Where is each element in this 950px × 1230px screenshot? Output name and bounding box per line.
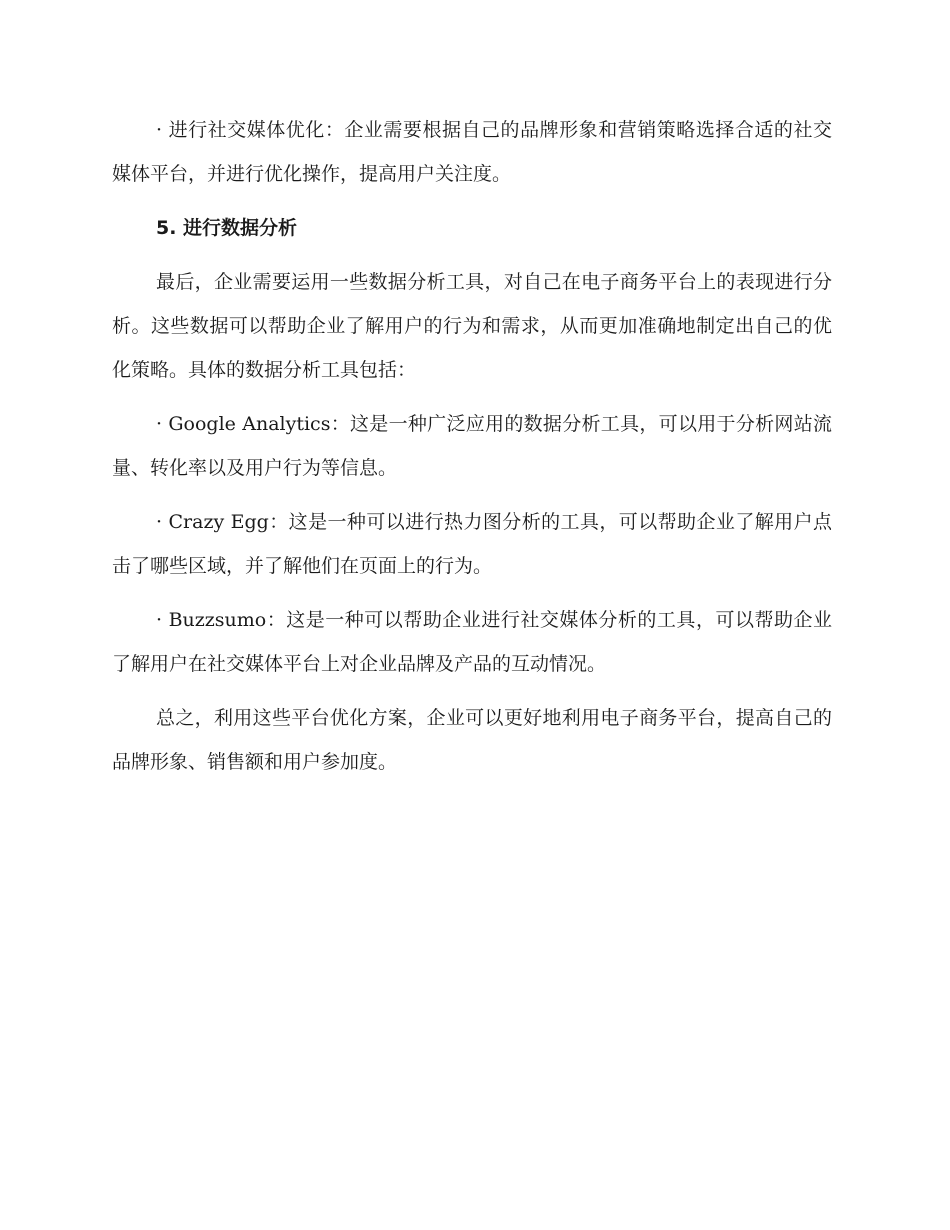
bullet-buzzsumo: · Buzzsumo：这是一种可以帮助企业进行社交媒体分析的工具，可以帮助企业了解用户在社交媒体平台上对企业品牌及产品的互动情况。 (112, 609, 832, 675)
paragraph-conclusion: 总之，利用这些平台优化方案，企业可以更好地利用电子商务平台，提高自己的品牌形象、销售额和用户参加度。 (112, 707, 832, 773)
bullet-crazy-egg: · Crazy Egg：这是一种可以进行热力图分析的工具，可以帮助企业了解用户点击了哪些区域，并了解他们在页面上的行为。 (112, 511, 832, 577)
bullet-google-analytics: · Google Analytics：这是一种广泛应用的数据分析工具，可以用于分析网站流量、转化率以及用户行为等信息。 (112, 413, 832, 479)
paragraph-data-analysis-intro: 最后，企业需要运用一些数据分析工具，对自己在电子商务平台上的表现进行分析。这些数据可以帮助企业了解用户的行为和需求，从而更加准确地制定出自己的优化策略。具体的数据分析工具包括： (112, 271, 832, 381)
section-heading-data-analysis: 5. 进行数据分析 (156, 217, 298, 239)
bullet-social-media-optimization: · 进行社交媒体优化：企业需要根据自己的品牌形象和营销策略选择合适的社交媒体平台，并进行优化操作，提高用户关注度。 (112, 119, 832, 185)
document-page (112, 108, 832, 784)
